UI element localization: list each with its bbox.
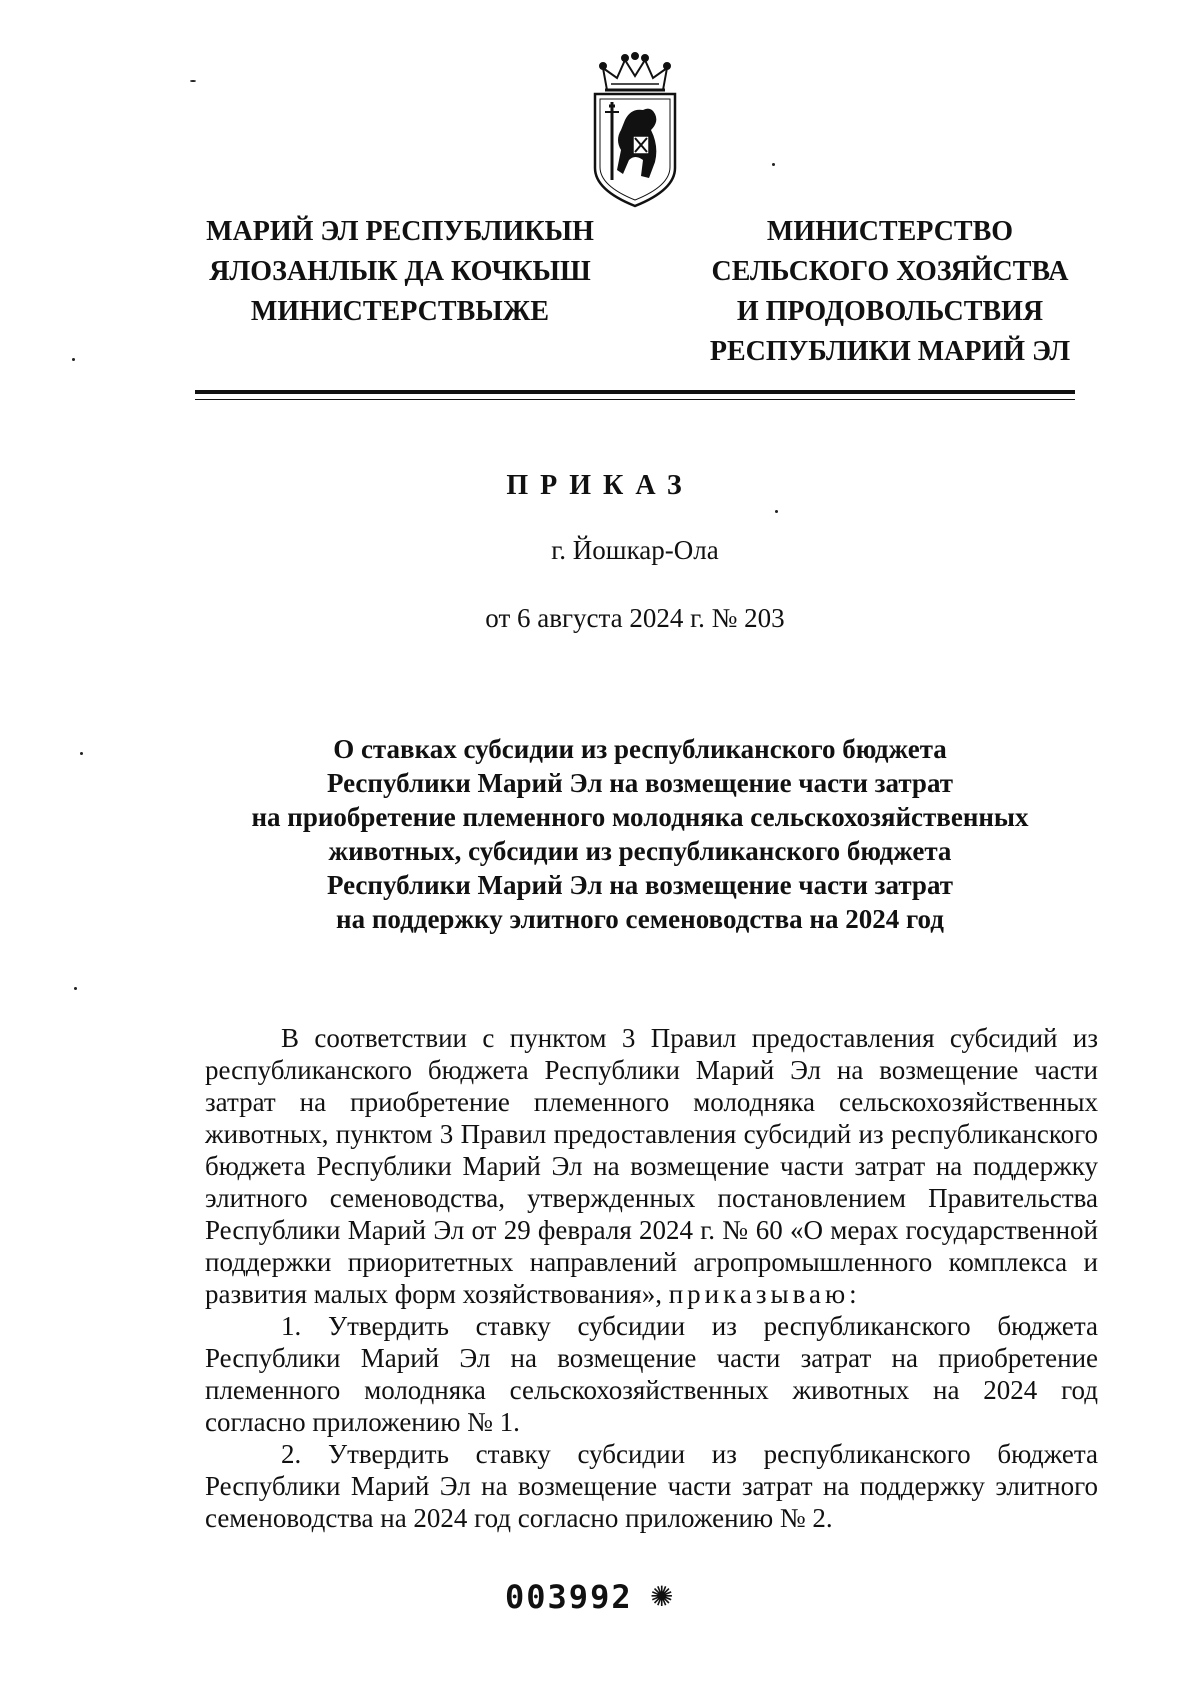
header-divider-thick [195, 390, 1075, 394]
subject-line: животных, субсидии из республиканского бюджета [328, 836, 952, 866]
header-left-line: МАРИЙ ЭЛ РЕСПУБЛИКЫН [206, 216, 594, 247]
order-subject [200, 732, 1080, 936]
order-city: г. Йошкар-Ола [551, 535, 719, 565]
order-body [205, 1022, 1098, 1534]
body-item-2: 2. Утвердить ставку субсидии из республиканского бюджета Республики Марий Эл на возмещение части затрат на поддержку элитного семеноводства на 2024 год согласно приложению № 2. [205, 1439, 1098, 1533]
header-divider-thin [195, 399, 1075, 400]
scan-speck [775, 510, 778, 513]
asterisk-icon: ✺ [650, 1582, 674, 1613]
subject-line: на приобретение племенного молодняка сельскохозяйственных [251, 802, 1029, 832]
header-right-line: И ПРОДОВОЛЬСТВИЯ [736, 296, 1044, 327]
header-right-ministry-russian [690, 212, 1090, 372]
header-left-line: ЯЛОЗАНЛЫК ДА КОЧКЫШ [209, 256, 591, 287]
preamble-text: В соответствии с пунктом 3 Правил предоставления субсидий из республиканского бюджета Республики Марий Эл на возмещение части затрат на приобретение племенного молодняка сельскохозяйственных животных, пунктом 3 Правил предоставления субсидий из республиканского бюджета Республики Марий Эл на возмещение части затрат на поддержку элитного семеноводства, утвержденных постановлением Правительства Республики Марий Эл от 29 февраля 2024 г. № 60 «О мерах государственной поддержки приоритетных направлений агропромышленного комплекса и развития малых форм хозяйствования», [205, 1023, 1098, 1309]
scan-speck [772, 163, 775, 166]
scan-speck [80, 752, 83, 755]
body-item-1: 1. Утвердить ставку субсидии из республиканского бюджета Республики Марий Эл на возмещение части затрат на приобретение племенного молодняка сельскохозяйственных животных на 2024 год согласно приложению № 1. [205, 1311, 1098, 1437]
directive-word: приказываю: [668, 1279, 861, 1309]
document-serial-number: 003992 [505, 1578, 633, 1616]
scan-speck [190, 80, 196, 82]
header-right-line: СЕЛЬСКОГО ХОЗЯЙСТВА [711, 256, 1069, 287]
header-left-line: МИНИСТЕРСТВЫЖЕ [250, 296, 550, 327]
scan-speck [72, 358, 75, 361]
order-title: ПРИКАЗ [506, 470, 694, 501]
scan-speck [74, 987, 77, 990]
coat-of-arms-icon [585, 50, 685, 210]
subject-line: на поддержку элитного семеноводства на 2024 год [336, 904, 944, 934]
header-right-line: РЕСПУБЛИКИ МАРИЙ ЭЛ [709, 336, 1071, 367]
subject-line: Республики Марий Эл на возмещение части затрат [326, 768, 954, 798]
subject-line: О ставках субсидии из республиканского бюджета [333, 734, 947, 764]
order-date-number: от 6 августа 2024 г. № 203 [485, 603, 785, 633]
header-left-ministry-mari [180, 212, 620, 332]
header-right-line: МИНИСТЕРСТВО [766, 216, 1014, 247]
body-preamble [205, 1022, 1098, 1310]
subject-line: Республики Марий Эл на возмещение части затрат [326, 870, 954, 900]
